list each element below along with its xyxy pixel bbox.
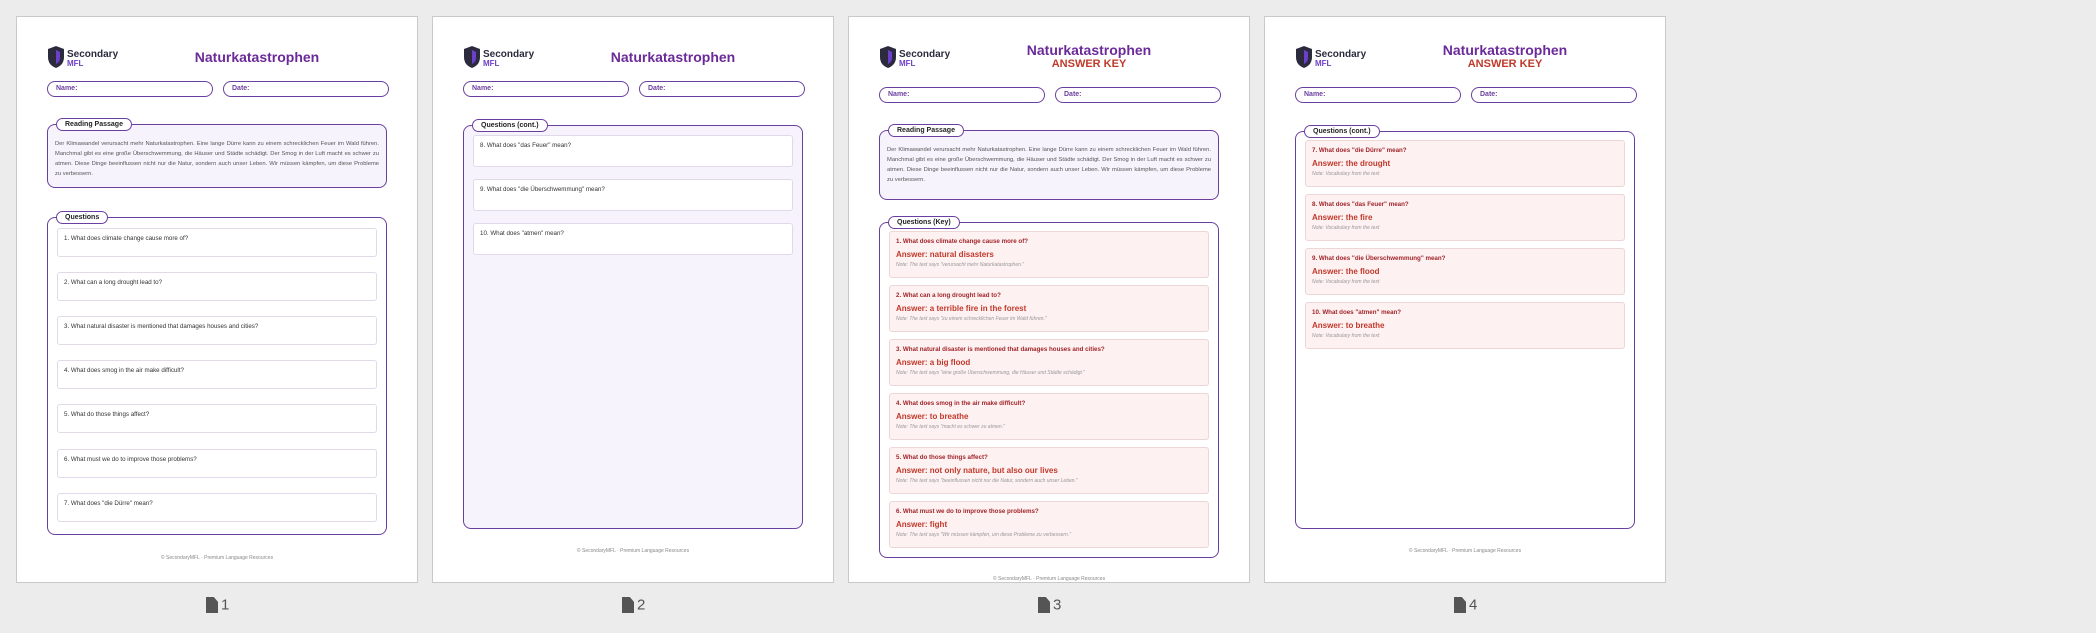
answer-key-continued-box <box>1295 128 1635 529</box>
questions-continued-box <box>463 122 803 529</box>
name-field[interactable]: Name: <box>879 87 1045 103</box>
answer-item[interactable]: 9. What does "die Überschwemmung" mean? Answer: the flood Note: Vocabulary from the text <box>1305 248 1625 295</box>
shield-logo-icon <box>463 45 481 69</box>
logo-text-mfl: MFL <box>1315 59 1332 68</box>
answer-item[interactable]: 3. What natural disaster is mentioned that damages houses and cities? Answer: a big flood Note: The text says "eine große Überschwemmung, die Häuser und Städte schädigt." <box>889 339 1209 386</box>
question-item[interactable]: 1. What does climate change cause more of? <box>57 228 377 257</box>
logo-text-secondary: Secondary <box>483 49 535 60</box>
logo-text-secondary: Secondary <box>1315 49 1367 60</box>
shield-logo-icon <box>47 45 65 69</box>
answer-key-subtitle: ANSWER KEY <box>1467 58 1543 70</box>
document-page-3[interactable] <box>848 16 1250 583</box>
page-label-3[interactable]: 3 <box>1038 596 1061 616</box>
page-document-icon <box>1454 597 1466 613</box>
page-header <box>1295 42 1635 73</box>
name-field[interactable]: Name: <box>47 81 213 97</box>
passage-text: Der Klimawandel verursacht mehr Naturkatastrophen. Eine lange Dürre kann zu einem schrecklichen Feuer im Wald führen. Manchmal gibt es eine große Überschwemmung, die Häuser und Städte schädigt. Der Smog in der Luft macht es schwer zu atmen. Diese Dinge beeinflussen nicht nur die Natur, sondern auch unser Leben. Wir müssen kämpfen, um diese Probleme zu verbessern. <box>887 147 1211 183</box>
worksheet-title: Naturkatastrophen <box>610 49 736 65</box>
name-field[interactable]: Name: <box>463 81 629 97</box>
page-label-2[interactable]: 2 <box>622 596 645 616</box>
logo <box>1295 45 1365 71</box>
passage-text: Der Klimawandel verursacht mehr Naturkatastrophen. Eine lange Dürre kann zu einem schrecklichen Feuer im Wald führen. Manchmal gibt es eine große Überschwemmung, die Häuser und Städte schädigt. Der Smog in der Luft macht es schwer zu atmen. Diese Dinge beeinflussen nicht nur die Natur, sondern auch unser Leben. Wir müssen kämpfen, um diese Probleme zu verbessern. <box>55 141 379 177</box>
section-tag: Questions (Key) <box>888 216 960 229</box>
answer-item[interactable]: 8. What does "das Feuer" mean? Answer: the fire Note: Vocabulary from the text <box>1305 194 1625 241</box>
question-item[interactable]: 7. What does "die Dürre" mean? <box>57 493 377 522</box>
reading-passage-box <box>47 121 387 188</box>
page-footer: © SecondaryMFL · Premium Language Resources <box>576 548 690 554</box>
shield-logo-icon <box>1295 45 1313 69</box>
question-item[interactable]: 6. What must we do to improve those problems? <box>57 449 377 478</box>
page-footer: © SecondaryMFL · Premium Language Resources <box>160 555 274 561</box>
page-label-4[interactable]: 4 <box>1454 596 1477 616</box>
section-tag: Questions (cont.) <box>1304 125 1380 138</box>
answer-key-box <box>879 219 1219 558</box>
section-tag: Questions (cont.) <box>472 119 548 132</box>
date-field[interactable]: Date: <box>1055 87 1221 103</box>
question-item[interactable]: 5. What do those things affect? <box>57 404 377 433</box>
question-item[interactable]: 2. What can a long drought lead to? <box>57 272 377 301</box>
section-tag: Questions <box>56 211 108 224</box>
page-document-icon <box>622 597 634 613</box>
document-page-2[interactable] <box>432 16 834 583</box>
page-header <box>47 45 387 73</box>
questions-box <box>47 214 387 535</box>
question-item[interactable]: 8. What does "das Feuer" mean? <box>473 135 793 167</box>
date-field[interactable]: Date: <box>1471 87 1637 103</box>
logo-text-secondary: Secondary <box>67 49 119 60</box>
logo <box>47 45 117 71</box>
section-tag: Reading Passage <box>888 124 964 137</box>
worksheet-title: Naturkatastrophen <box>1442 42 1568 58</box>
date-field[interactable]: Date: <box>223 81 389 97</box>
logo-text-mfl: MFL <box>899 59 916 68</box>
shield-logo-icon <box>879 45 897 69</box>
answer-item[interactable]: 1. What does climate change cause more of? Answer: natural disasters Note: The text says "verursacht mehr Naturkatastrophen." <box>889 231 1209 278</box>
answer-item[interactable]: 7. What does "die Dürre" mean? Answer: the drought Note: Vocabulary from the text <box>1305 140 1625 187</box>
page-footer: © SecondaryMFL · Premium Language Resources <box>1408 548 1522 554</box>
answer-item[interactable]: 6. What must we do to improve those problems? Answer: fight Note: The text says "Wir müssen kämpfen, um diese Probleme zu verbessern." <box>889 501 1209 548</box>
section-tag: Reading Passage <box>56 118 132 131</box>
page-document-icon <box>206 597 218 613</box>
answer-item[interactable]: 2. What can a long drought lead to? Answer: a terrible fire in the forest Note: The text says "zu einem schrecklichen Feuer im Wald führen." <box>889 285 1209 332</box>
page-header <box>463 45 803 73</box>
worksheet-title: Naturkatastrophen <box>1026 42 1152 58</box>
page-label-1[interactable]: 1 <box>206 596 229 616</box>
logo <box>463 45 533 71</box>
worksheet-title: Naturkatastrophen <box>194 49 320 65</box>
question-item[interactable]: 3. What natural disaster is mentioned that damages houses and cities? <box>57 316 377 345</box>
page-document-icon <box>1038 597 1050 613</box>
name-field[interactable]: Name: <box>1295 87 1461 103</box>
answer-key-subtitle: ANSWER KEY <box>1051 58 1127 70</box>
page-header <box>879 42 1219 73</box>
reading-passage-box <box>879 127 1219 200</box>
logo <box>879 45 949 71</box>
answer-item[interactable]: 10. What does "atmen" mean? Answer: to breathe Note: Vocabulary from the text <box>1305 302 1625 349</box>
answer-item[interactable]: 4. What does smog in the air make difficult? Answer: to breathe Note: The text says "macht es schwer zu atmen." <box>889 393 1209 440</box>
question-item[interactable]: 4. What does smog in the air make difficult? <box>57 360 377 389</box>
logo-text-mfl: MFL <box>483 59 500 68</box>
page-footer: © SecondaryMFL · Premium Language Resources <box>992 576 1106 582</box>
logo-text-mfl: MFL <box>67 59 84 68</box>
answer-item[interactable]: 5. What do those things affect? Answer: not only nature, but also our lives Note: The text says "beeinflussen nicht nur die Natur, sondern auch unser Leben." <box>889 447 1209 494</box>
question-item[interactable]: 10. What does "atmen" mean? <box>473 223 793 255</box>
logo-text-secondary: Secondary <box>899 49 951 60</box>
document-page-1[interactable] <box>16 16 418 583</box>
date-field[interactable]: Date: <box>639 81 805 97</box>
document-page-4[interactable] <box>1264 16 1666 583</box>
question-item[interactable]: 9. What does "die Überschwemmung" mean? <box>473 179 793 211</box>
